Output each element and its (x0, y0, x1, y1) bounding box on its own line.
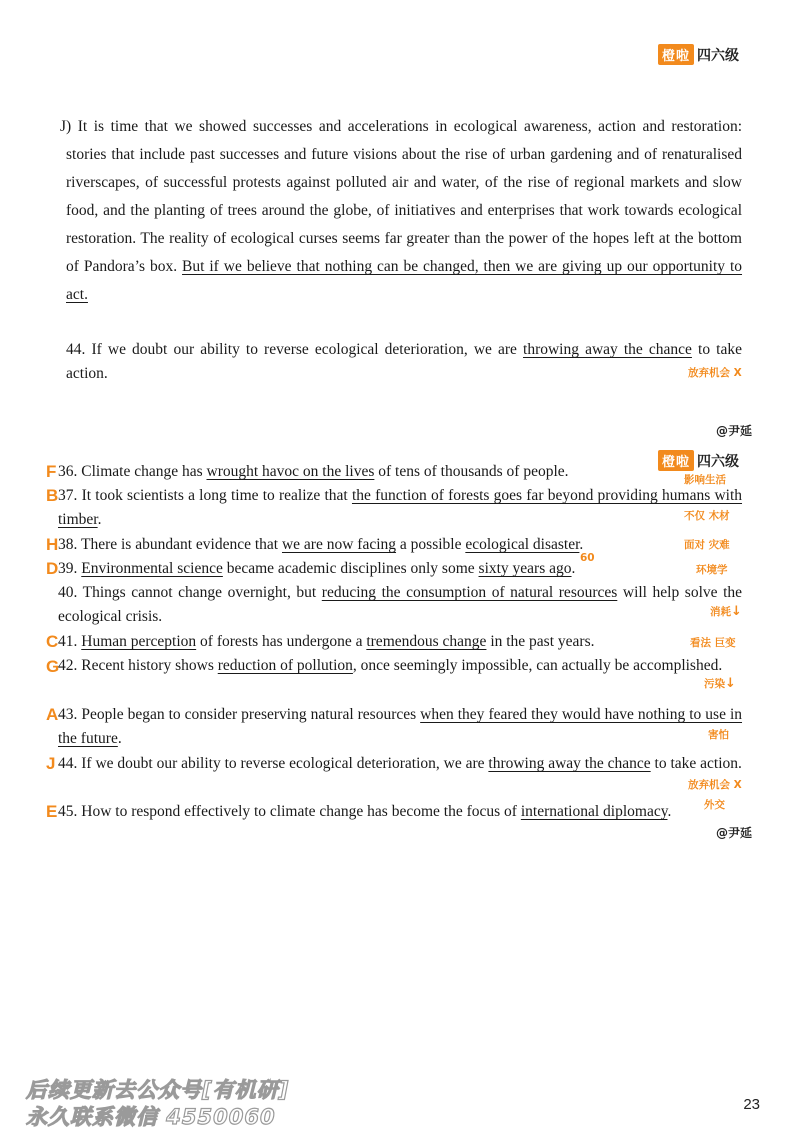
question-45 (58, 800, 748, 824)
question-number: 38. (58, 536, 78, 553)
question-number: 44. (66, 341, 86, 358)
answer-letter: G (46, 657, 60, 676)
question-text-end: to take action. (66, 341, 742, 382)
arrow-down-icon: ↓ (725, 676, 736, 691)
question-36 (58, 460, 734, 484)
annotation-note: 面对 灾难 (684, 539, 730, 551)
question-underlined: reducing the consumption of natural resources (321, 584, 618, 601)
answer-letter: F (46, 462, 57, 481)
question-42 (58, 654, 742, 678)
question-number: 40. (58, 584, 78, 601)
question-underlined: Environmental science (81, 560, 223, 577)
question-underlined: we are now facing (281, 536, 397, 553)
question-text-end: , once seemingly impossible, can actually be accomplished. (352, 657, 723, 674)
question-underlined: when they feared they would have nothing to use in the future (58, 706, 743, 747)
paragraph-label: J) (60, 118, 72, 135)
question-text-end: . (97, 511, 102, 528)
question-text: became academic disciplines only some (226, 560, 475, 577)
question-text-end: to take action. (654, 755, 742, 772)
question-underlined: tremendous change (366, 633, 487, 650)
annotation-text: 污染 (704, 678, 725, 690)
annotation-note (704, 676, 736, 691)
annotation-number: 60 (580, 552, 595, 564)
brand-logo-top (658, 44, 739, 65)
annotation-note: 环境学 (696, 564, 728, 576)
question-number: 37. (58, 487, 78, 504)
watermark-line-2: 永久联系微信 4550060 (26, 1105, 276, 1129)
answer-letter: H (46, 535, 59, 554)
question-number: 45. (58, 803, 78, 820)
brand-subtitle: 四六级 (697, 47, 740, 64)
answer-letter: B (46, 486, 59, 505)
question-text: It took scientists a long time to realize that (81, 487, 348, 504)
question-underlined: the function of forests goes far beyond providing humans with timber (58, 487, 743, 528)
annotation-text: 消耗 (710, 606, 731, 618)
question-text-end: . (667, 803, 672, 820)
question-38 (58, 533, 734, 557)
question-text: If we doubt our ability to reverse ecological deterioration, we are (91, 341, 517, 358)
author-handle: @尹延 (715, 424, 752, 438)
question-41 (58, 630, 734, 654)
paragraph-text: It is time that we showed successes and accelerations in ecological awareness, action and restoration: stories that include past successes and future visions about the rise of urban gardening and of renaturalised riverscapes, of successful protests against polluted air and water, of the rise of regional markets and slow food, and the planting of trees around the globe, of initiatives and enterprises that work towards ecological restoration. The reality of ecological curses seems far greater than the power of the hopes left at the bottom of Pandora’s box. (66, 118, 742, 275)
question-text: of forests has undergone a (200, 633, 363, 650)
question-44-top (66, 338, 742, 386)
question-text: Things cannot change overnight, but (82, 584, 317, 601)
question-43 (58, 703, 742, 751)
answer-letter: A (46, 705, 59, 724)
question-text-end: will help solve the ecological crisis. (58, 584, 742, 625)
annotation-note: 不仅 木材 (684, 510, 730, 522)
annotation-note: 放弃机会 X (688, 367, 742, 379)
question-text-end: . (117, 730, 122, 747)
watermark-line-1: 后续更新去公众号[有机研] (26, 1078, 290, 1102)
arrow-down-icon: ↓ (731, 604, 742, 619)
question-text: How to respond effectively to climate change has become the focus of (81, 803, 517, 820)
question-text: of tens of thousands of people. (378, 463, 569, 480)
question-44 (58, 752, 742, 776)
answer-letter: E (46, 802, 58, 821)
paragraph-j (60, 113, 743, 309)
question-37 (58, 484, 742, 532)
brand-logo-mark: 橙啦 (658, 450, 694, 471)
answer-letter: J (46, 754, 56, 773)
question-underlined: Human perception (81, 633, 197, 650)
brand-subtitle: 四六级 (697, 453, 740, 470)
author-handle: @尹延 (715, 826, 752, 840)
annotation-note: 害怕 (708, 729, 729, 741)
question-text: If we doubt our ability to reverse ecological deterioration, we are (81, 755, 485, 772)
question-text: There is abundant evidence that (80, 536, 279, 553)
answer-letter: D (46, 559, 59, 578)
question-number: 42. (58, 657, 78, 674)
paragraph-underlined-text: But if we believe that nothing can be changed, then we are giving up our opportunity to act. (66, 258, 743, 303)
annotation-note: 影响生活 (684, 474, 726, 486)
question-40 (58, 581, 742, 629)
brand-logo-mark: 橙啦 (658, 44, 694, 65)
question-underlined: wrought havoc on the lives (206, 463, 375, 480)
question-text: Climate change has (81, 463, 203, 480)
page-number: 23 (743, 1096, 760, 1113)
annotation-note (710, 604, 742, 619)
question-underlined: throwing away the chance (523, 341, 692, 358)
question-underlined: sixty years ago (478, 560, 572, 577)
question-39 (58, 557, 734, 581)
question-underlined: throwing away the chance (488, 755, 651, 772)
question-number: 43. (58, 706, 78, 723)
question-text: a possible (399, 536, 462, 553)
question-underlined: international diplomacy (520, 803, 668, 820)
question-text: People began to consider preserving natural resources (81, 706, 417, 723)
question-number: 44. (58, 755, 78, 772)
annotation-note: 看法 巨变 (690, 637, 736, 649)
question-text-end: . (571, 560, 576, 577)
annotation-note: 放弃机会 X (688, 779, 742, 791)
question-text: Recent history shows (81, 657, 214, 674)
question-number: 39. (58, 560, 78, 577)
annotation-note: 外交 (704, 799, 725, 811)
answer-letter: C (46, 632, 59, 651)
question-text-end: . (579, 536, 584, 553)
question-number: 41. (58, 633, 78, 650)
question-underlined: reduction of pollution (217, 657, 353, 674)
question-text-end: in the past years. (490, 633, 595, 650)
question-number: 36. (58, 463, 78, 480)
question-underlined: ecological disaster (465, 536, 580, 553)
